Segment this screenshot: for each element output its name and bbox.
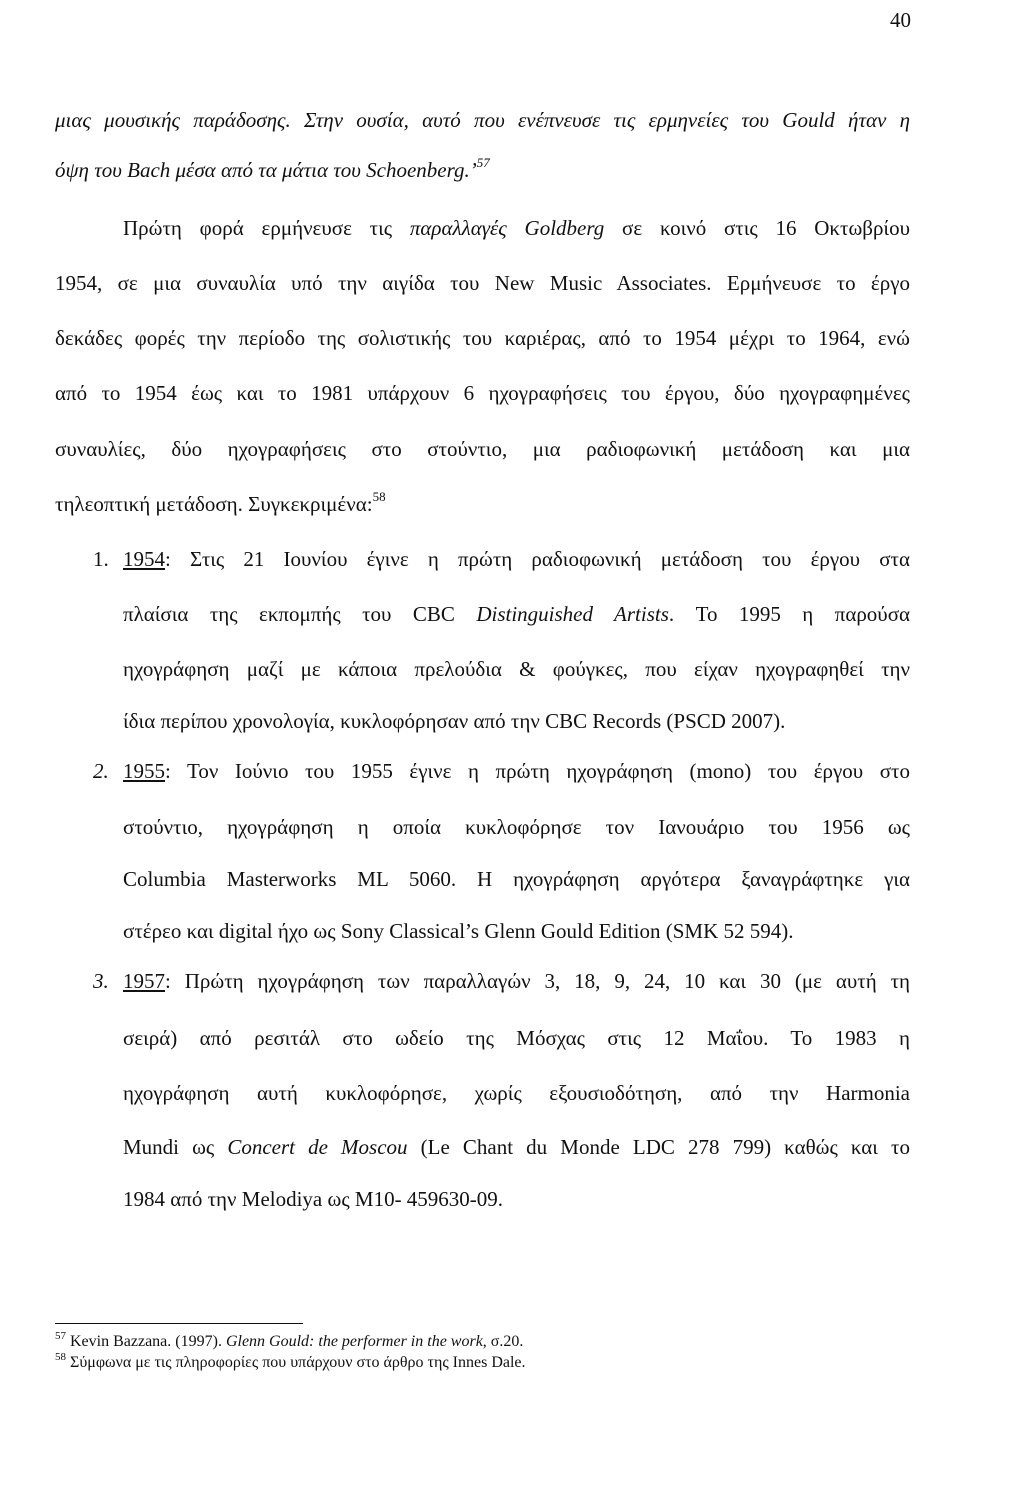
list-item-2-year: 1955 — [123, 759, 165, 783]
quote-line-2-text: όψη του Bach μέσα από τα μάτια του Schoenberg.’ — [55, 158, 477, 182]
para1-l1-c: σε κοινό στις 16 Οκτωβρίου — [604, 216, 910, 240]
footnote-57 — [55, 1332, 523, 1352]
footnote-57-book-title: Glenn Gould: the performer in the work — [225, 1333, 483, 1350]
list-item-1-line-3: ηχογράφηση μαζί με κάποια πρελούδια & φούγκες, που είχαν ηχογραφηθεί την — [123, 657, 910, 681]
list-item-2-number: 2. — [93, 759, 109, 783]
list-item-2-line-4: στέρεο και digital ήχο ως Sony Classical’s Glenn Gould Edition (SMK 52 594). — [123, 919, 794, 943]
concert-de-moscou-title: Concert de Moscou — [227, 1135, 408, 1159]
footnote-58 — [55, 1353, 526, 1373]
footnote-ref-58: 58 — [372, 489, 386, 504]
footnote-57-number: 57 — [55, 1330, 66, 1342]
list-item-1-l1: : Στις 21 Ιουνίου έγινε η πρώτη ραδιοφωνική μετάδοση του έργου στα — [165, 547, 910, 571]
footnote-57-a: Kevin Bazzana. (1997). — [66, 1333, 226, 1350]
list-item-2-line-1 — [123, 758, 910, 784]
list-item-3-number: 3. — [93, 969, 109, 993]
list-item-3-line-3: ηχογράφηση αυτή κυκλοφόρησε, χωρίς εξουσιοδότηση, από την Harmonia — [123, 1081, 910, 1105]
list-item-2-l1: : Τον Ιούνιο του 1955 έγινε η πρώτη ηχογράφηση (mono) του έργου στο — [165, 759, 910, 783]
list-item-1-l2-a: πλαίσια της εκπομπής του CBC — [123, 602, 477, 626]
list-item-3-line-5: 1984 από την Melodiya ως M10- 459630-09. — [123, 1187, 504, 1211]
list-item-2-line-3: Columbia Masterworks ML 5060. Η ηχογράφηση αργότερα ξαναγράφτηκε για — [123, 867, 910, 891]
list-item-1-number: 1. — [93, 547, 109, 571]
list-item-1-l2-c: . Το 1995 η παρούσα — [668, 602, 911, 626]
list-item-2-line-2: στούντιο, ηχογράφηση η οποία κυκλοφόρησε τον Ιανουάριο του 1956 ως — [123, 815, 910, 839]
list-item-3-l4-c: (Le Chant du Monde LDC 278 799) καθώς και το — [407, 1135, 910, 1159]
list-item-3-line-4 — [123, 1134, 910, 1160]
footnote-58-number: 58 — [55, 1351, 66, 1363]
para1-line-2: 1954, σε μια συναυλία υπό την αιγίδα του New Music Associates. Ερμήνευσε το έργο — [55, 271, 910, 295]
list-item-1-year: 1954 — [123, 547, 165, 571]
para1-line-5: συναυλίες, δύο ηχογραφήσεις στο στούντιο, μια ραδιοφωνική μετάδοση και μια — [55, 437, 910, 461]
para1-line-4: από το 1954 έως και το 1981 υπάρχουν 6 ηχογραφήσεις του έργου, δύο ηχογραφημένες — [55, 381, 910, 405]
para1-line-3: δεκάδες φορές την περίοδο της σολιστικής του καριέρας, από το 1954 μέχρι το 1964, ενώ — [55, 326, 910, 350]
list-item-1-line-4: ίδια περίπου χρονολογία, κυκλοφόρησαν από την CBC Records (PSCD 2007). — [123, 709, 786, 733]
quote-line-2 — [55, 157, 910, 183]
list-item-3-line-2: σειρά) από ρεσιτάλ στο ωδείο της Μόσχας στις 12 Μαΐου. Το 1983 η — [123, 1026, 910, 1050]
para1-line-6 — [55, 491, 910, 517]
list-item-3-l4-a: Mundi ως — [123, 1135, 228, 1159]
page-number: 40 — [890, 8, 911, 32]
footnote-58-text: Σύμφωνα με τις πληροφορίες που υπάρχουν στο άρθρο της Innes Dale. — [66, 1354, 526, 1371]
goldberg-title: παραλλαγές Goldberg — [409, 216, 605, 240]
para1-l1-a: Πρώτη φορά ερμήνευσε τις — [123, 216, 410, 240]
footnote-divider — [55, 1323, 303, 1324]
para1-l6-text: τηλεοπτική μετάδοση. Συγκεκριμένα: — [55, 492, 373, 516]
list-item-3-l1: : Πρώτη ηχογράφηση των παραλλαγών 3, 18, 9, 24, 10 και 30 (με αυτή τη — [165, 969, 910, 993]
distinguished-artists-title: Distinguished Artists — [476, 602, 669, 626]
footnote-57-c: , σ.20. — [482, 1333, 524, 1350]
list-item-3-line-1 — [123, 968, 910, 994]
list-item-1-line-2 — [123, 601, 910, 627]
list-item-1-line-1 — [123, 546, 910, 572]
quote-line-1: μιας μουσικής παράδοσης. Στην ουσία, αυτό που ενέπνευσε τις ερμηνείες του Gould ήταν η — [55, 108, 910, 132]
footnote-ref-57: 57 — [476, 155, 490, 170]
para1-line-1 — [123, 215, 910, 241]
list-item-3-year: 1957 — [123, 969, 165, 993]
